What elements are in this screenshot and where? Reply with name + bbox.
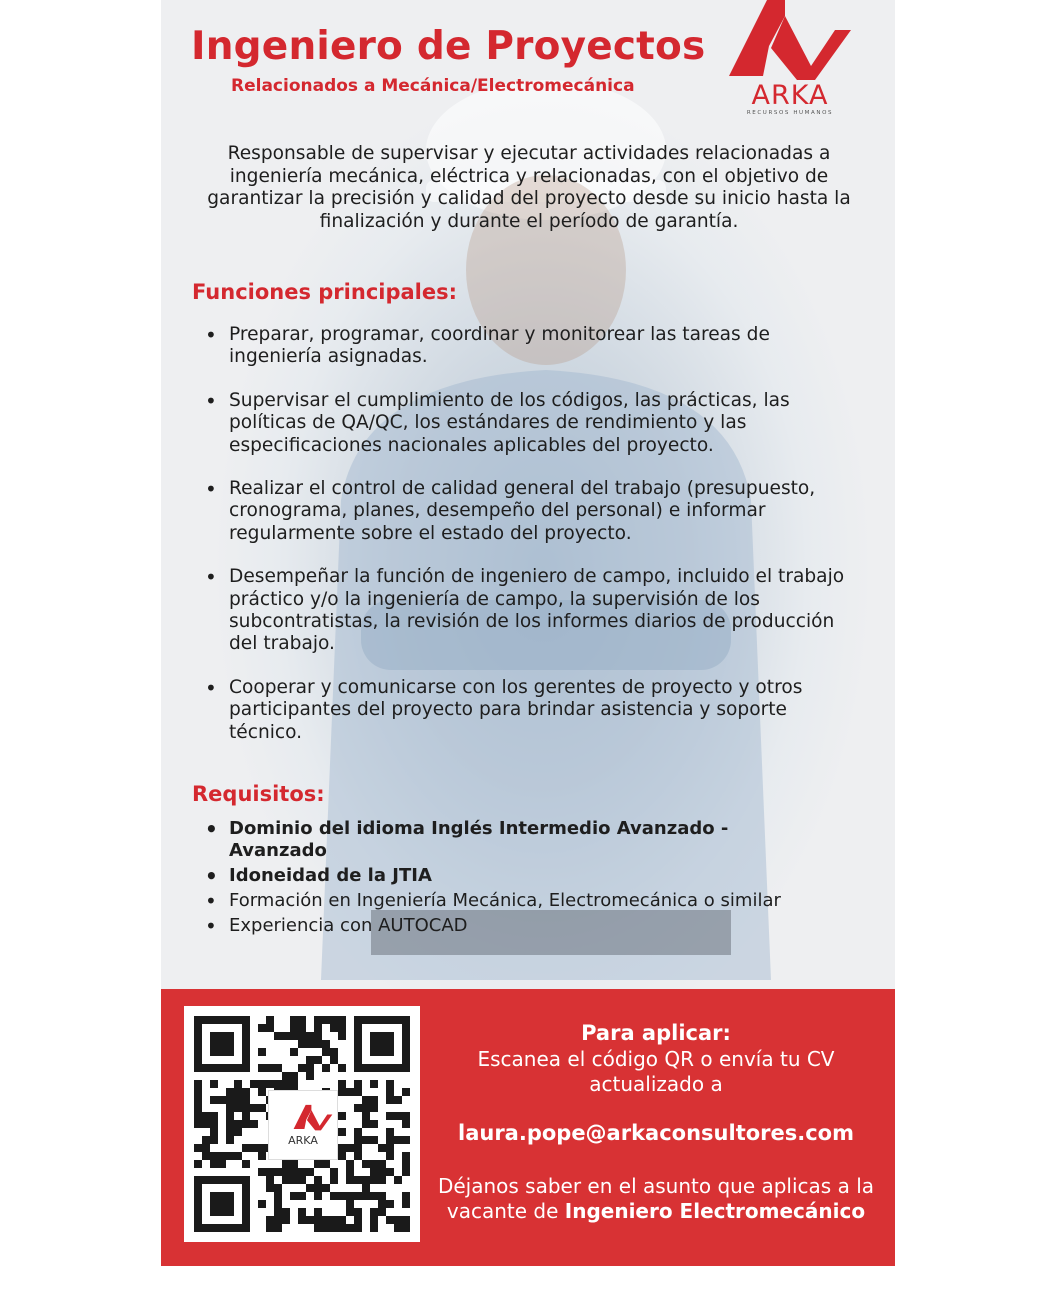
apply-note-position: Ingeniero Electromecánico (564, 1199, 866, 1223)
list-item: • Desempeñar la función de ingeniero de campo, incluido el trabajo práctico y/o la ingeniería de campo, la supervisión de los subcontratistas, la revisión de los informes diarios de producción del trabajo. (205, 566, 865, 656)
functions-heading: Funciones principales: (192, 280, 458, 304)
requirements-list (205, 818, 805, 940)
list-item: • Preparar, programar, coordinar y monitorear las tareas de ingeniería asignadas. (205, 324, 865, 369)
list-item: • Experiencia con AUTOCAD (205, 915, 805, 937)
functions-list (205, 324, 865, 744)
list-item: • Supervisar el cumplimiento de los códigos, las prácticas, las políticas de QA/QC, los estándares de rendimiento y las especificaciones nacionales aplicables del proyecto. (205, 390, 865, 457)
apply-note-text: Déjanos saber en el asunto que aplicas a la vacante de (437, 1174, 875, 1223)
job-subtitle: Relacionados a Mecánica/Electromecánica (231, 76, 635, 96)
job-description: Responsable de supervisar y ejecutar actividades relacionadas a ingeniería mecánica, eléctrica y relacionadas, con el objetivo de garantizar la precisión y calidad del proyecto desde su inicio hasta la finalización y durante el período de garantía. (207, 143, 851, 232)
list-item: • Realizar el control de calidad general del trabajo (presupuesto, cronograma, planes, desempeño del personal) e informar regularmente sobre el estado del proyecto. (205, 478, 865, 545)
qr-logo-wordmark: ARKA (288, 1134, 318, 1147)
list-item: • Formación en Ingeniería Mecánica, Electromecánica o similar (205, 890, 805, 912)
apply-heading: Para aplicar: (581, 1021, 731, 1045)
job-title: Ingeniero de Proyectos (191, 24, 706, 69)
requirements-heading: Requisitos: (192, 782, 325, 806)
logo-wordmark: ARKA (751, 80, 829, 111)
contact-email-link[interactable]: laura.pope@arkaconsultores.com (458, 1121, 854, 1145)
list-item: • Idoneidad de la JTIA (205, 865, 805, 887)
qr-center-logo (268, 1090, 338, 1160)
apply-subject-note (426, 1174, 886, 1224)
job-poster (161, 0, 895, 1266)
apply-section (161, 989, 895, 1266)
logo-tagline: RECURSOS HUMANOS (746, 110, 834, 116)
list-item: • Cooperar y comunicarse con los gerentes de proyecto y otros participantes del proyecto para brindar asistencia y soporte técnico. (205, 677, 865, 744)
list-item: • Dominio del idioma Inglés Intermedio Avanzado - Avanzado (205, 818, 805, 862)
qr-code[interactable] (184, 1006, 420, 1242)
apply-instructions: Escanea el código QR o envía tu CV actualizado a (477, 1047, 835, 1096)
